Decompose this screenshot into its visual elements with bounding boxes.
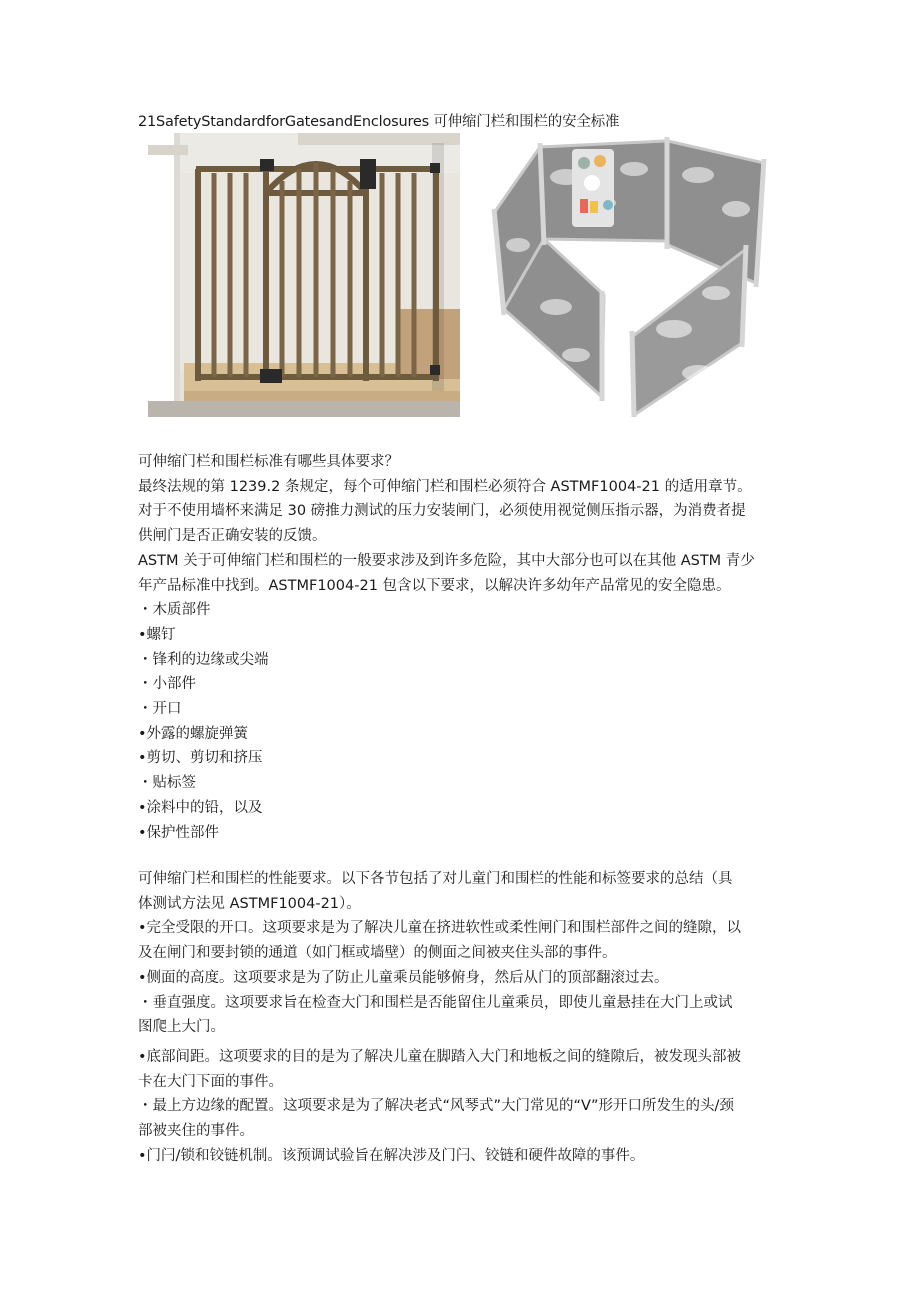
list-item: ・小部件 [138,676,196,693]
paragraph-pressure-gate-line2: 供闸门是否正确安装的反馈。 [138,528,327,545]
list-item-continued: 图爬上大门。 [138,1019,225,1036]
paragraph-regulation: 最终法规的第 1239.2 条规定，每个可伸缩门栏和围栏必须符合 ASTMF1004-21 的适用章节。 [138,478,752,495]
list-item: •螺钉 [138,626,176,643]
list-item: ・贴标签 [138,775,196,792]
performance-intro-line1: 可伸缩门栏和围栏的性能要求。以下各节包括了对儿童门和围栏的性能和标签要求的总结（具 [138,871,733,887]
performance-section [138,867,788,1040]
list-item: •保护性部件 [138,824,220,841]
list-item: •完全受限的开口。这项要求是为了解决儿童在挤进软性或柔性闸门和围栏部件之间的缝隙，以 [138,920,742,937]
list-item: ・木质部件 [138,602,211,619]
list-item: •底部间距。这项要求的目的是为了解决儿童在脚踏入大门和地板之间的缝隙后，被发现头部被 [138,1049,742,1065]
hazard-list [138,598,788,845]
document-title: 21SafetyStandardforGatesandEnclosures 可伸缩门栏和围栏的安全标准 [138,114,620,130]
paragraph-astm-line1: ASTM 关于可伸缩门栏和围栏的一般要求涉及到许多危险，其中大部分也可以在其他 ASTM 青少 [138,552,755,569]
performance-intro-line2: 体测试方法见 ASTMF1004-21）。 [138,895,361,912]
list-item: ・垂直强度。这项要求旨在检查大门和围栏是否能留住儿童乘员，即使儿童悬挂在大门上或试 [138,994,733,1011]
requirements-section [138,450,788,845]
paragraph-astm-line2: 年产品标准中找到。ASTMF1004-21 包含以下要求，以解决许多幼年产品常见的安全隐患。 [138,577,731,594]
list-item-continued: 卡在大门下面的事件。 [138,1073,283,1090]
list-item: •侧面的高度。这项要求是为了防止儿童乘员能够俯身，然后从门的顶部翻滚过去。 [138,969,669,986]
paragraph-pressure-gate-line1: 对于不使用墙杯来满足 30 磅推力测试的压力安装闸门，必须使用视觉侧压指示器，为消费者提 [138,503,746,520]
expansion-gate-photo [148,133,460,417]
list-item: ・锋利的边缘或尖端 [138,651,269,668]
performance-section-continued [138,1045,788,1169]
list-item: •剪切、剪切和挤压 [138,750,263,767]
list-item: •门闩/锁和铰链机制。该预调试验旨在解决涉及门闩、铰链和硬件故障的事件。 [138,1147,645,1164]
list-item-continued: 部被夹住的事件。 [138,1123,254,1140]
list-item-continued: 及在闸门和要封锁的通道（如门框或墙壁）的侧面之间被夹住头部的事件。 [138,945,617,962]
list-item: ・最上方边缘的配置。这项要求是为了解决老式“风琴式”大门常见的“V”形开口所发生的头/颈 [138,1098,734,1115]
list-item: •涂料中的铅，以及 [138,799,263,816]
section-question: 可伸缩门栏和围栏标准有哪些具体要求？ [138,454,399,470]
list-item: •外露的螺旋弹簧 [138,725,249,742]
list-item: ・开口 [138,701,182,718]
play-yard-enclosure-photo [484,133,774,417]
